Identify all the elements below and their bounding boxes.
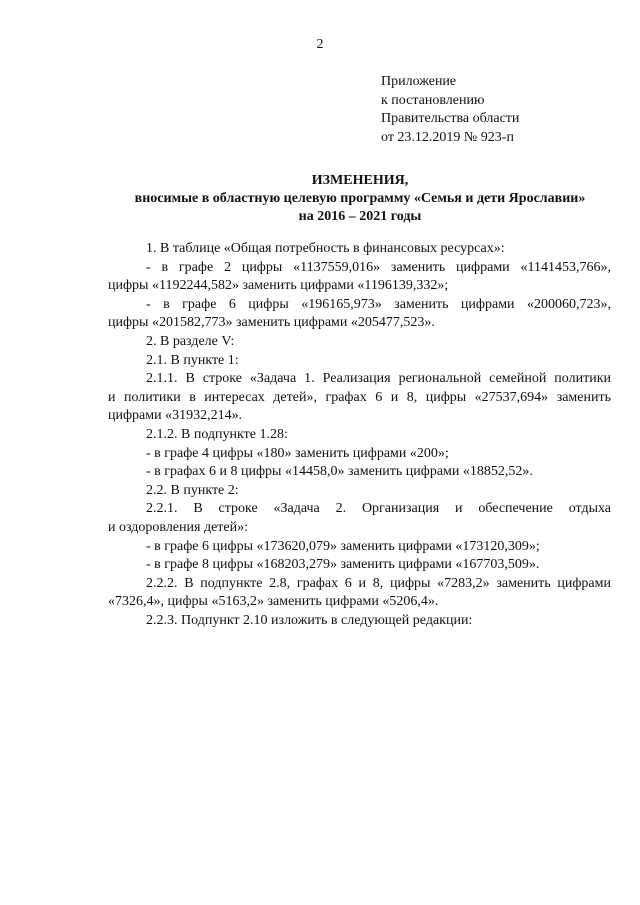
body-line: - в графе 2 цифры «1137559,016» заменить цифрами «1141453,766»,	[146, 259, 611, 275]
body-line: цифры «201582,773» заменить цифрами «205477,523».	[108, 315, 435, 331]
body-line: 2.1. В пункте 1:	[146, 352, 239, 368]
document-body	[108, 240, 611, 630]
appendix-date-number: от 23.12.2019 № 923-п	[381, 129, 514, 145]
body-line: 2.1.2. В подпункте 1.28:	[146, 426, 288, 442]
body-line: «7326,4», цифры «5163,2» заменить цифрами «5206,4».	[108, 594, 439, 610]
body-line: - в графах 6 и 8 цифры «14458,0» заменить цифрами «18852,52».	[146, 464, 533, 480]
body-line: - в графе 6 цифры «196165,973» заменить цифрами «200060,723»,	[146, 296, 611, 312]
body-line: - в графе 6 цифры «173620,079» заменить цифрами «173120,309»;	[146, 538, 540, 554]
document-title	[100, 172, 620, 226]
body-line: 2.2. В пункте 2:	[146, 482, 239, 498]
body-line: цифрами «31932,214».	[108, 408, 243, 424]
body-line: 1. В таблице «Общая потребность в финансовых ресурсах»:	[146, 241, 505, 256]
title-heading: ИЗМЕНЕНИЯ,	[311, 173, 409, 188]
appendix-header	[381, 73, 621, 147]
body-line: 2.1.1. В строке «Задача 1. Реализация региональной семейной политики	[146, 371, 611, 387]
body-line: 2. В разделе V:	[146, 333, 235, 349]
body-line: 2.2.2. В подпункте 2.8, графах 6 и 8, цифры «7283,2» заменить цифрами	[146, 575, 611, 591]
body-line: цифры «1192244,582» заменить цифрами «1196139,332»;	[108, 278, 449, 294]
body-line: и оздоровления детей»:	[108, 519, 248, 535]
title-period: на 2016 – 2021 годы	[298, 209, 422, 224]
appendix-line: Приложение	[381, 74, 457, 89]
body-line: - в графе 8 цифры «168203,279» заменить цифрами «167703,509».	[146, 557, 540, 573]
appendix-line: Правительства области	[381, 111, 520, 126]
body-line: 2.2.1. В строке «Задача 2. Организация и обеспечение отдыха	[146, 501, 611, 517]
title-subject: вносимые в областную целевую программу «Семья и дети Ярославии»	[134, 191, 586, 206]
appendix-line: к постановлению	[381, 92, 485, 108]
body-line: и политики в интересах детей», графах 6 и 8, цифры «27537,694» заменить	[108, 389, 611, 405]
body-line: - в графе 4 цифры «180» заменить цифрами «200»;	[146, 445, 449, 461]
page-number: 2	[316, 37, 324, 52]
body-line: 2.2.3. Подпункт 2.10 изложить в следующей редакции:	[146, 612, 473, 628]
